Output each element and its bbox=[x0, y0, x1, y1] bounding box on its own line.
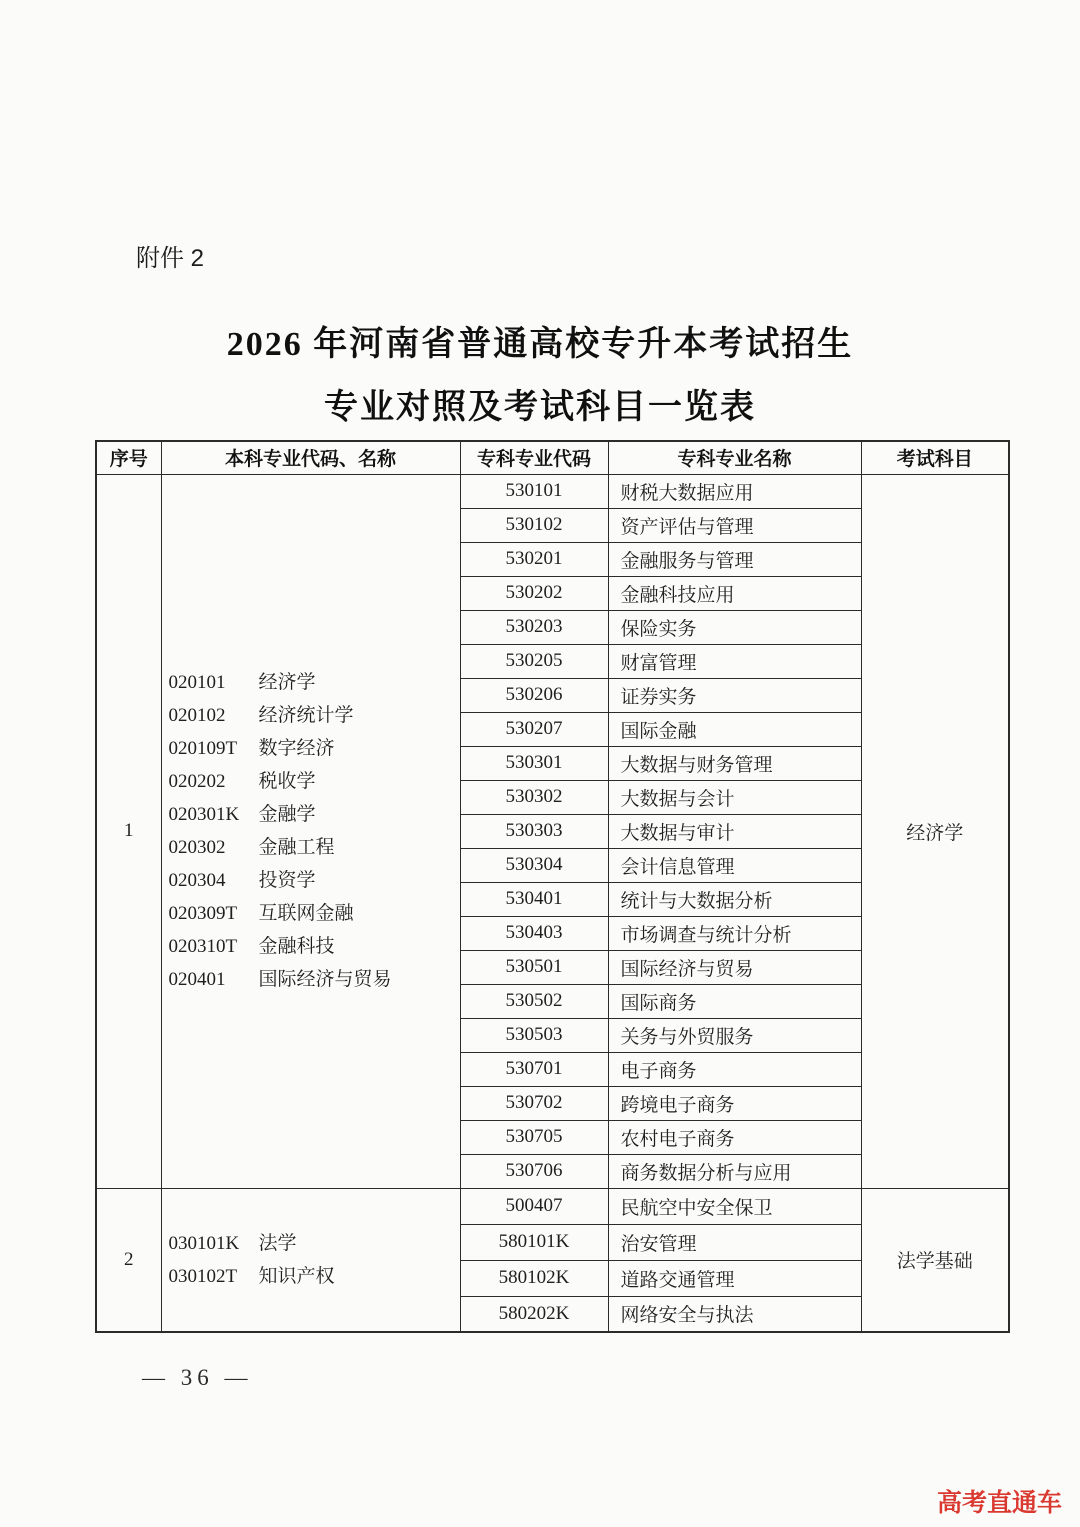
col-header-seq: 序号 bbox=[96, 441, 161, 474]
undergrad-majors-cell bbox=[161, 1188, 460, 1332]
row-seq-cell: 2 bbox=[96, 1188, 161, 1332]
undergrad-major-name: 互联网金融 bbox=[258, 903, 354, 924]
undergrad-major-line bbox=[169, 1260, 460, 1293]
spec-name-cell: 网络安全与执法 bbox=[608, 1296, 861, 1332]
spec-code-cell: 530706 bbox=[460, 1154, 608, 1188]
undergrad-major-name: 国际经济与贸易 bbox=[258, 969, 392, 990]
spec-name-cell: 国际经济与贸易 bbox=[608, 950, 861, 984]
spec-name-cell: 关务与外贸服务 bbox=[608, 1018, 861, 1052]
undergrad-major-code: 020102 bbox=[168, 705, 226, 726]
undergrad-major-line bbox=[169, 666, 460, 699]
undergrad-major-code: 030101K bbox=[168, 1232, 240, 1254]
majors-table bbox=[95, 440, 1010, 1333]
undergrad-major-line bbox=[169, 798, 460, 831]
undergrad-major-name: 金融工程 bbox=[258, 837, 335, 858]
undergrad-major-line bbox=[169, 864, 460, 897]
spec-name-cell: 国际商务 bbox=[608, 984, 861, 1018]
spec-name-cell: 保险实务 bbox=[608, 610, 861, 644]
spec-code-cell: 530701 bbox=[460, 1052, 608, 1086]
row-seq-cell: 1 bbox=[96, 474, 161, 1188]
col-header-exam-subject: 考试科目 bbox=[861, 441, 1009, 474]
spec-name-cell: 国际金融 bbox=[608, 712, 861, 746]
undergrad-major-code: 020304 bbox=[168, 870, 226, 891]
undergrad-major-name: 税收学 bbox=[258, 771, 316, 792]
undergrad-major-code: 020310T bbox=[168, 936, 238, 957]
spec-code-cell: 530206 bbox=[460, 678, 608, 712]
table-row bbox=[96, 474, 1009, 508]
undergrad-major-line bbox=[169, 732, 460, 765]
spec-name-cell: 电子商务 bbox=[608, 1052, 861, 1086]
undergrad-major-name: 经济学 bbox=[258, 672, 316, 693]
spec-code-cell: 530203 bbox=[460, 610, 608, 644]
undergrad-major-line bbox=[169, 831, 460, 864]
spec-code-cell: 530207 bbox=[460, 712, 608, 746]
spec-code-cell: 530401 bbox=[460, 882, 608, 916]
undergrad-major-line bbox=[169, 930, 460, 963]
spec-code-cell: 530301 bbox=[460, 746, 608, 780]
spec-name-cell: 道路交通管理 bbox=[608, 1260, 861, 1296]
spec-name-cell: 统计与大数据分析 bbox=[608, 882, 861, 916]
spec-name-cell: 证券实务 bbox=[608, 678, 861, 712]
spec-name-cell: 商务数据分析与应用 bbox=[608, 1154, 861, 1188]
col-header-spec-name: 专科专业名称 bbox=[608, 441, 861, 474]
undergrad-major-name: 投资学 bbox=[258, 870, 316, 891]
undergrad-major-code: 020202 bbox=[168, 771, 226, 792]
spec-name-cell: 市场调查与统计分析 bbox=[608, 916, 861, 950]
spec-code-cell: 530101 bbox=[460, 474, 608, 508]
spec-code-cell: 530302 bbox=[460, 780, 608, 814]
spec-name-cell: 金融科技应用 bbox=[608, 576, 861, 610]
spec-code-cell: 530403 bbox=[460, 916, 608, 950]
spec-name-cell: 财税大数据应用 bbox=[608, 474, 861, 508]
spec-name-cell: 大数据与审计 bbox=[608, 814, 861, 848]
spec-code-cell: 500407 bbox=[460, 1188, 608, 1224]
spec-code-cell: 530502 bbox=[460, 984, 608, 1018]
majors-table-body bbox=[96, 474, 1009, 1332]
page-title-line-2: 专业对照及考试科目一览表 bbox=[324, 389, 756, 426]
spec-name-cell: 农村电子商务 bbox=[608, 1120, 861, 1154]
spec-code-cell: 530705 bbox=[460, 1120, 608, 1154]
page-number: — 36 — bbox=[142, 1365, 253, 1390]
undergrad-majors-cell bbox=[161, 474, 460, 1188]
undergrad-major-code: 020301K bbox=[168, 804, 240, 825]
exam-subject-cell: 法学基础 bbox=[861, 1188, 1009, 1332]
spec-code-cell: 530202 bbox=[460, 576, 608, 610]
watermark-logo: 高考直通车 bbox=[936, 1489, 1062, 1517]
undergrad-major-code: 020101 bbox=[168, 672, 226, 693]
spec-code-cell: 580102K bbox=[460, 1260, 608, 1296]
undergrad-major-line bbox=[169, 963, 460, 996]
attachment-label: 附件 2 bbox=[136, 245, 205, 272]
undergrad-major-name: 数字经济 bbox=[258, 738, 335, 759]
undergrad-major-code: 020309T bbox=[168, 903, 238, 924]
spec-code-cell: 530102 bbox=[460, 508, 608, 542]
spec-name-cell: 治安管理 bbox=[608, 1224, 861, 1260]
undergrad-major-name: 法学 bbox=[258, 1232, 297, 1254]
undergrad-major-line bbox=[169, 699, 460, 732]
spec-code-cell: 530501 bbox=[460, 950, 608, 984]
spec-name-cell: 资产评估与管理 bbox=[608, 508, 861, 542]
spec-name-cell: 金融服务与管理 bbox=[608, 542, 861, 576]
undergrad-major-name: 经济统计学 bbox=[258, 705, 354, 726]
spec-code-cell: 530303 bbox=[460, 814, 608, 848]
col-header-undergrad-code-name: 本科专业代码、名称 bbox=[161, 441, 460, 474]
undergrad-major-code: 030102T bbox=[168, 1265, 238, 1287]
spec-name-cell: 跨境电子商务 bbox=[608, 1086, 861, 1120]
page-title-line-1: 2026 年河南省普通高校专升本考试招生 bbox=[226, 326, 854, 363]
spec-code-cell: 530503 bbox=[460, 1018, 608, 1052]
undergrad-major-name: 知识产权 bbox=[258, 1265, 335, 1287]
undergrad-major-name: 金融学 bbox=[258, 804, 316, 825]
col-header-spec-code: 专科专业代码 bbox=[460, 441, 608, 474]
spec-code-cell: 580202K bbox=[460, 1296, 608, 1332]
spec-code-cell: 530702 bbox=[460, 1086, 608, 1120]
spec-name-cell: 大数据与财务管理 bbox=[608, 746, 861, 780]
table-header-row bbox=[96, 441, 1009, 474]
undergrad-major-code: 020401 bbox=[168, 969, 226, 990]
spec-name-cell: 民航空中安全保卫 bbox=[608, 1188, 861, 1224]
spec-code-cell: 580101K bbox=[460, 1224, 608, 1260]
spec-name-cell: 会计信息管理 bbox=[608, 848, 861, 882]
spec-code-cell: 530205 bbox=[460, 644, 608, 678]
undergrad-major-line bbox=[169, 765, 460, 798]
undergrad-major-line bbox=[169, 1227, 460, 1260]
spec-name-cell: 财富管理 bbox=[608, 644, 861, 678]
spec-name-cell: 大数据与会计 bbox=[608, 780, 861, 814]
undergrad-major-code: 020302 bbox=[168, 837, 226, 858]
exam-subject-cell: 经济学 bbox=[861, 474, 1009, 1188]
spec-code-cell: 530304 bbox=[460, 848, 608, 882]
table-row bbox=[96, 1188, 1009, 1224]
undergrad-major-code: 020109T bbox=[168, 738, 238, 759]
undergrad-major-line bbox=[169, 897, 460, 930]
undergrad-major-name: 金融科技 bbox=[258, 936, 335, 957]
spec-code-cell: 530201 bbox=[460, 542, 608, 576]
